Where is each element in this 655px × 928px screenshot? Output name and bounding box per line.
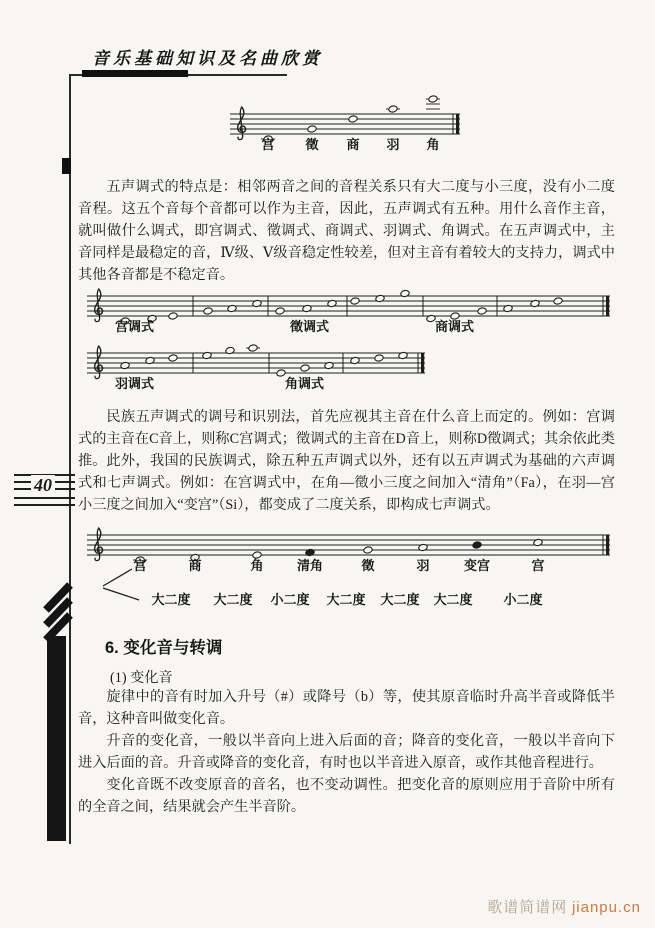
treble-clef-icon — [95, 528, 103, 561]
page-number-block — [14, 472, 75, 506]
margin-black-bar — [47, 636, 66, 841]
margin-square-mark — [62, 158, 71, 174]
staff-label: 宫 — [261, 137, 275, 152]
note-head — [203, 307, 213, 315]
staff-label: 徵 — [305, 137, 319, 152]
note-head — [307, 125, 317, 133]
subsection-heading: (1) 变化音 — [110, 670, 173, 686]
page-header-title: 音乐基础知识及名曲欣赏 — [92, 49, 323, 68]
staff-label: 商 — [346, 137, 360, 152]
watermark — [487, 896, 641, 917]
paragraph-hexatonic-heptatonic: 此外，我国的民族调式，除五种五声调式以外，还有以五声调式为基础的六声调式和七声调式。例如：在宫调式中，在角—徵小三度之间加入“清角”（Fa），在羽—宫小三度之间加入“变宫”（Si），都变成了二度关系，即构成七声调式。 — [78, 453, 615, 513]
interval-label: 大二度 — [213, 592, 253, 607]
interval-label-row — [85, 589, 610, 609]
left-frame-line — [69, 74, 71, 844]
treble-clef-icon — [95, 346, 103, 379]
note-head — [553, 297, 563, 305]
note-head — [350, 297, 360, 305]
interval-label: 大二度 — [433, 592, 473, 607]
section-heading: 6. 变化音与转调 — [105, 639, 223, 657]
note-head — [300, 364, 310, 372]
paragraph-pentatonic-features: 五声调式的特点是：相邻两音之间的音程关系只有大二度与小三度，没有小二度音程。这五个音每个音都可以作为主音，因此，五声调式有五种。用什么音作主音，就叫做什么调式，即宫调式、徵调式、商调式、羽调式、角调式。在五声调式中，主音同样是最稳定的音，Ⅳ级、Ⅴ级音稳定性较差，但对主音有着较大的支持力，调式中其他各音都是不稳定音。 — [78, 179, 615, 283]
note-head — [472, 541, 482, 549]
treble-clef-icon — [95, 289, 103, 322]
paragraph-altered-tones-motion: 升音的变化音，一般以半音向上进入后面的音；降音的变化音，一般以半音向下进入后面的音。升音或降音的变化音，有时也以半音进入原音，或作其他音程进行。 — [78, 733, 615, 771]
header-thick-bar — [82, 70, 188, 77]
note-head — [363, 546, 373, 554]
staff-heptatonic-scale — [85, 503, 616, 594]
staff-label: 宫 — [133, 558, 147, 573]
staff-label: 宫 — [531, 558, 545, 573]
note-head — [477, 307, 487, 315]
staff-label: 羽 — [416, 558, 430, 573]
note-head — [388, 105, 398, 113]
note-head — [374, 354, 384, 362]
note-head — [168, 354, 178, 362]
staff-pentatonic-fifths — [228, 82, 466, 173]
watermark-site-name: 歌谱简谱网 — [487, 900, 568, 916]
staff-label: 角 — [250, 558, 264, 573]
note-head — [348, 115, 358, 123]
staff-label: 徵 — [361, 558, 375, 573]
interval-label: 小二度 — [503, 592, 543, 607]
staff-label: 商 — [188, 558, 202, 573]
staff-label: 羽调式 — [115, 376, 155, 391]
note-head — [248, 344, 258, 352]
page-number: 40 — [31, 475, 55, 496]
staff-label: 商调式 — [435, 319, 475, 334]
staff-label: 宫调式 — [115, 319, 155, 334]
staff-label: 徵调式 — [290, 319, 330, 334]
treble-clef-icon — [238, 107, 246, 140]
paragraph-mode-naming: 民族五声调式的调号和识别法，首先应视其主音在什么音上而定的。例如：宫调式的主音在C音上，则称C宫调式；徵调式的主音在D音上，则称D徵调式；其余依此类推。 — [78, 409, 615, 469]
interval-label: 大二度 — [326, 592, 366, 607]
note-head — [168, 312, 178, 320]
note-head — [428, 95, 438, 103]
interval-label: 大二度 — [380, 592, 420, 607]
staff-label: 角 — [426, 137, 440, 152]
staff-label: 羽 — [386, 137, 400, 152]
staff-label: 清角 — [296, 558, 324, 573]
paragraph-altered-tones-def: 旋律中的音有时加入升号（#）或降号（b）等，使其原音临时升高半音或降低半音，这种音叫做变化音。 — [78, 689, 615, 727]
staff-label: 变宫 — [463, 558, 491, 573]
note-head — [275, 307, 285, 315]
staff-label: 角调式 — [285, 376, 325, 391]
interval-label: 大二度 — [151, 592, 191, 607]
paragraph-altered-tones-tonality: 变化音既不改变原音的音名，也不变动调性。把变化音的原则应用于音阶中所有的全音之间，结果就会产生半音阶。 — [78, 777, 615, 815]
watermark-site-url: jianpu.cn — [571, 899, 641, 916]
staff-modes-yu-jue — [85, 321, 431, 412]
interval-label: 小二度 — [270, 592, 310, 607]
